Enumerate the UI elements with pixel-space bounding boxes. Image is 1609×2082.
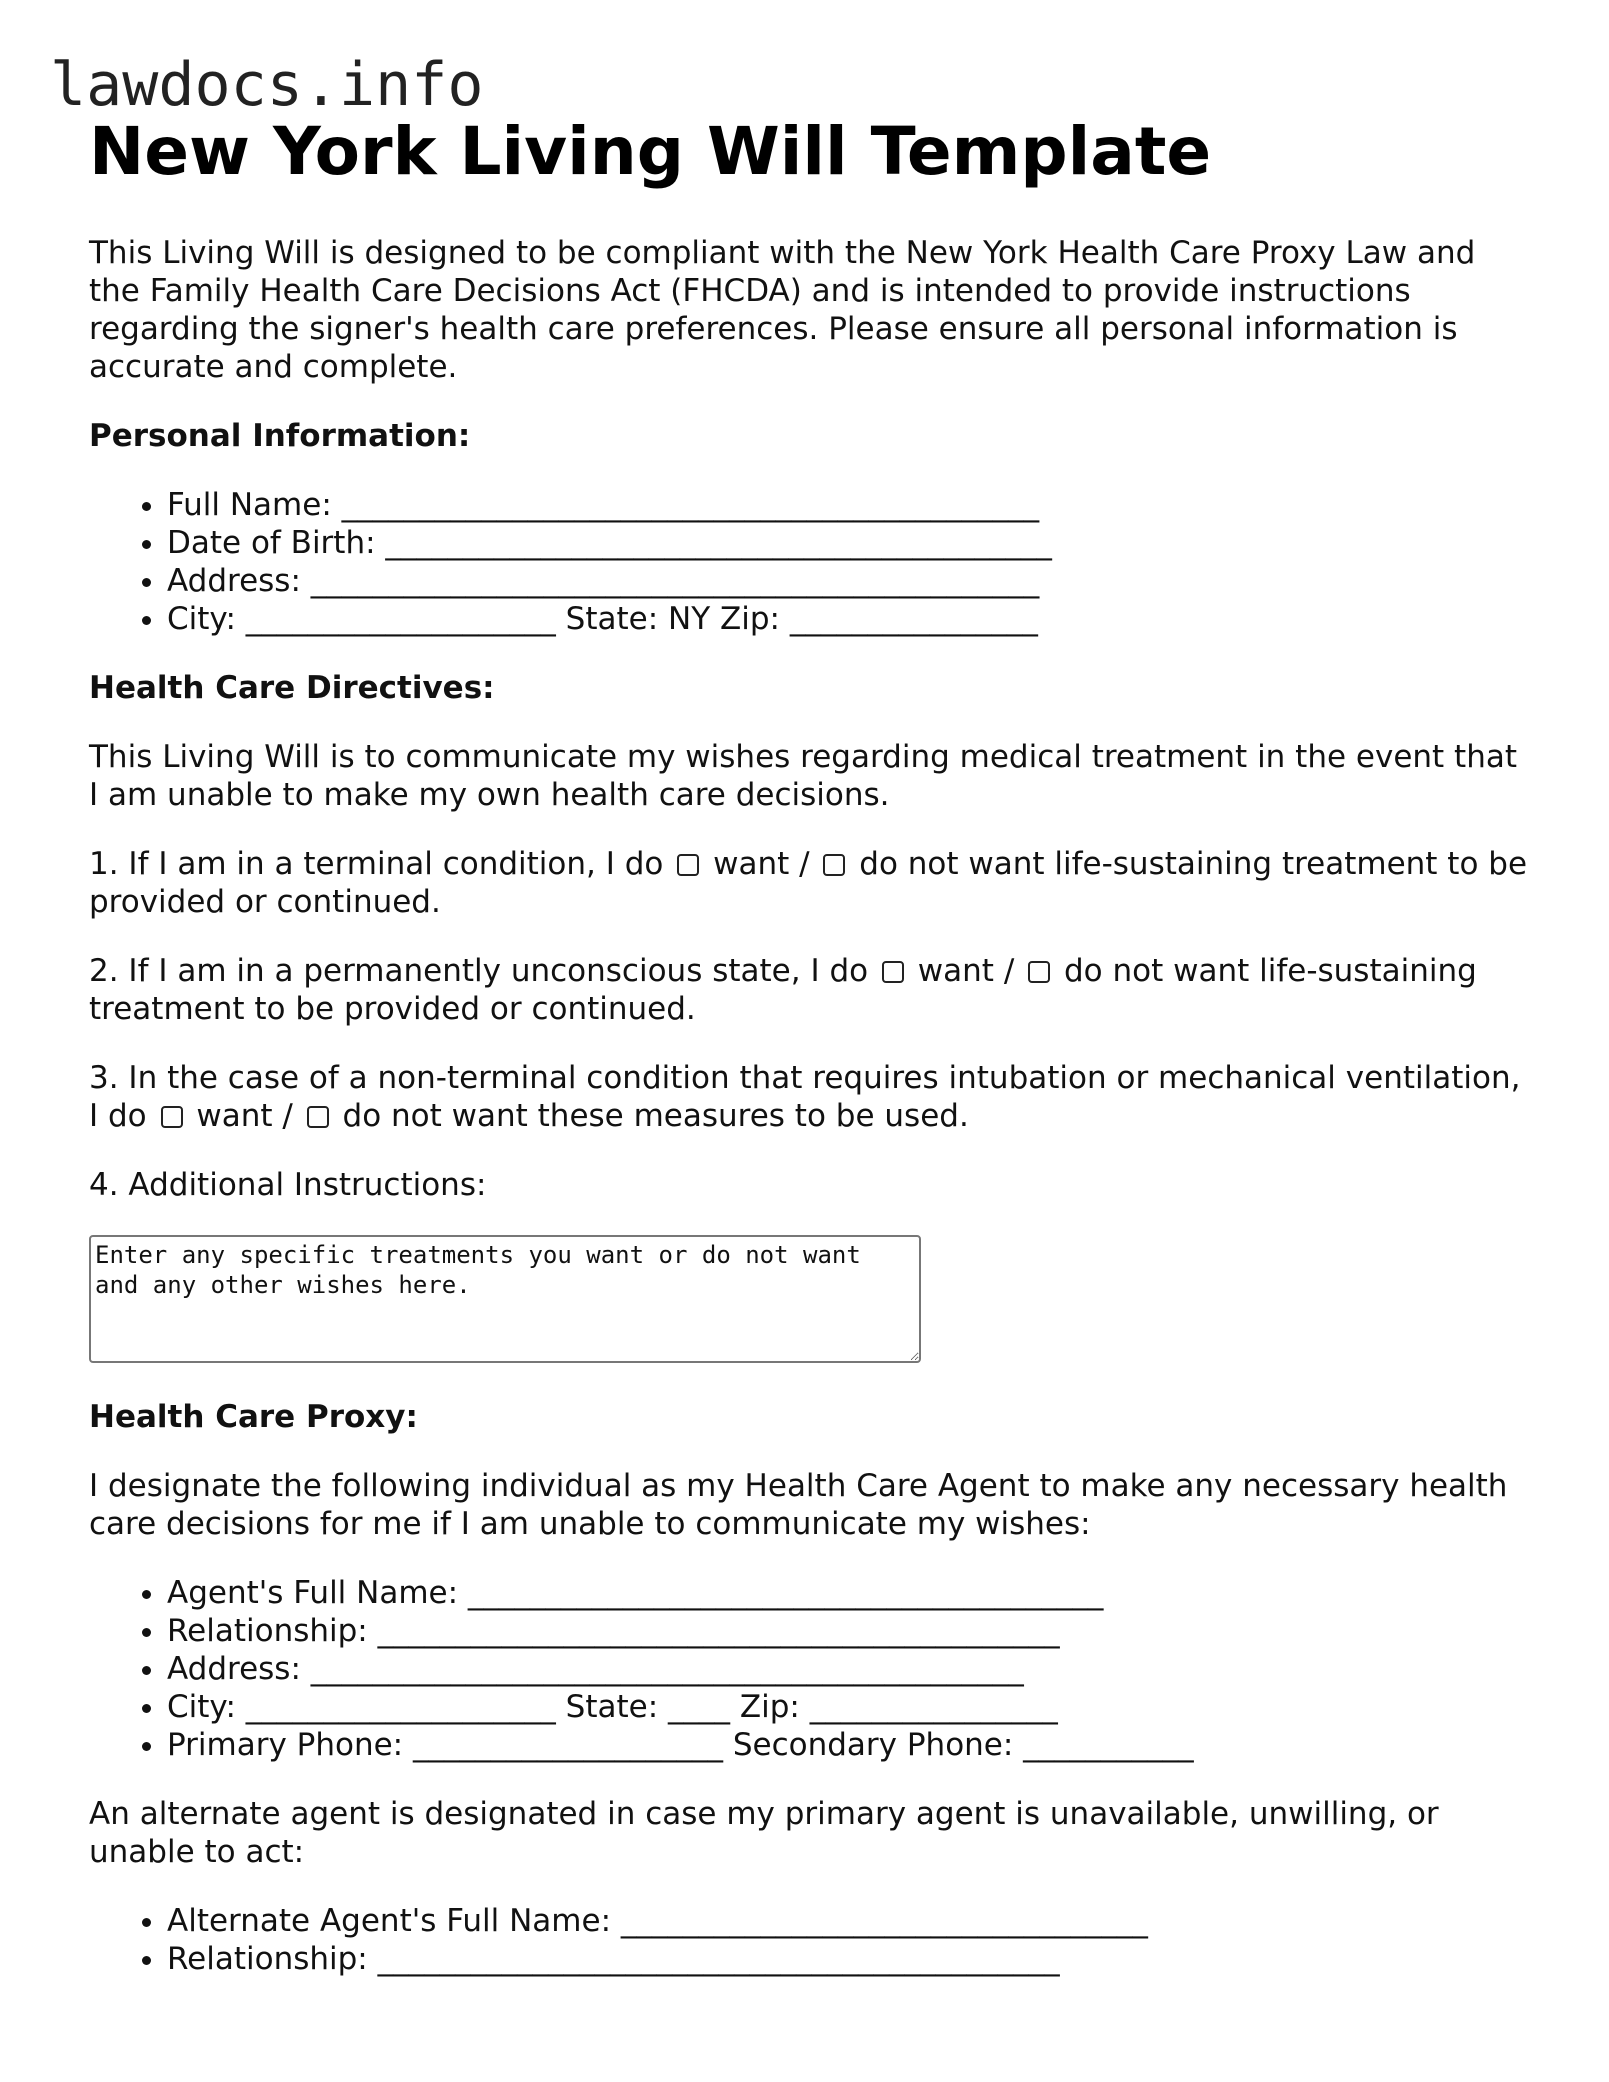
full-name-field <box>167 486 1529 524</box>
agent-name-label: Agent's Full Name: _________________________________________ <box>167 1575 1104 1611</box>
q2-want-checkbox[interactable] <box>882 961 904 983</box>
directives-intro: This Living Will is to communicate my wishes regarding medical treatment in the event that I am unable to make my own health care decisions. <box>89 739 1518 813</box>
proxy-intro: I designate the following individual as my Health Care Agent to make any necessary health care decisions for me if I am unable to communicate my wishes: <box>89 1468 1508 1542</box>
personal-info-list <box>89 486 1529 638</box>
intro-paragraph: This Living Will is designed to be compliant with the New York Health Care Proxy Law and the Family Health Care Decisions Act (FHCDA) and is intended to provide instructions regarding the signer's health care preferences. Please ensure all personal information is accurate and complete. <box>89 235 1476 385</box>
dob-field <box>167 524 1529 562</box>
q1-text-c: do not want life-sustaining treatment to be provided or continued. <box>89 846 1528 920</box>
agent-relationship-label: Relationship: ____________________________________________ <box>167 1613 1060 1649</box>
q2-text-a: 2. If I am in a permanently unconscious state, I do <box>89 953 878 989</box>
alt-agent-name-label: Alternate Agent's Full Name: __________________________________ <box>167 1903 1148 1939</box>
q1-text-a: 1. If I am in a terminal condition, I do <box>89 846 674 882</box>
agent-city-field <box>167 1688 1529 1726</box>
q3-text-b: want / <box>186 1098 303 1134</box>
q3-text-a: 3. In the case of a non-terminal condition that requires intubation or mechanical ventilation, I do <box>89 1060 1521 1134</box>
agent-city-label: City: ____________________ State: ____ Zip: ________________ <box>167 1689 1058 1725</box>
address-field <box>167 562 1529 600</box>
additional-instructions-textarea[interactable] <box>89 1235 921 1363</box>
document-body <box>89 112 1529 1978</box>
q1-text-b: want / <box>703 846 820 882</box>
dob-label: Date of Birth: ___________________________________________ <box>167 525 1052 561</box>
agent-name-field <box>167 1574 1529 1612</box>
agent-phone-field <box>167 1726 1529 1764</box>
city-state-zip-label: City: ____________________ State: NY Zip: ________________ <box>167 601 1038 637</box>
directive-question-4: 4. Additional Instructions: <box>89 1167 487 1203</box>
full-name-label: Full Name: _____________________________________________ <box>167 487 1040 523</box>
q3-text-c: do not want these measures to be used. <box>332 1098 969 1134</box>
directive-question-2 <box>89 952 1529 1028</box>
alt-agent-relationship-field <box>167 1940 1529 1978</box>
city-state-zip-field <box>167 600 1529 638</box>
proxy-heading: Health Care Proxy: <box>89 1399 418 1435</box>
site-brand: lawdocs.info <box>50 50 484 120</box>
page-title: New York Living Will Template <box>89 113 1212 190</box>
directive-question-3 <box>89 1059 1529 1135</box>
q1-want-checkbox[interactable] <box>677 854 699 876</box>
directives-heading: Health Care Directives: <box>89 670 495 706</box>
alternate-agent-intro: An alternate agent is designated in case my primary agent is unavailable, unwilling, or unable to act: <box>89 1796 1439 1870</box>
alt-agent-relationship-label: Relationship: ____________________________________________ <box>167 1941 1060 1977</box>
alternate-agent-list <box>89 1902 1529 1978</box>
agent-phone-label: Primary Phone: ____________________ Secondary Phone: ___________ <box>167 1727 1194 1763</box>
agent-relationship-field <box>167 1612 1529 1650</box>
directive-question-1 <box>89 845 1529 921</box>
personal-info-heading: Personal Information: <box>89 418 471 454</box>
q2-do-not-want-checkbox[interactable] <box>1028 961 1050 983</box>
q2-text-c: do not want life-sustaining treatment to be provided or continued. <box>89 953 1477 1027</box>
additional-instructions-wrapper <box>89 1235 1529 1367</box>
address-label: Address: _______________________________________________ <box>167 563 1040 599</box>
agent-address-field <box>167 1650 1529 1688</box>
alt-agent-name-field <box>167 1902 1529 1940</box>
proxy-list <box>89 1574 1529 1764</box>
q2-text-b: want / <box>907 953 1025 989</box>
q3-want-checkbox[interactable] <box>161 1106 183 1128</box>
q1-do-not-want-checkbox[interactable] <box>823 854 845 876</box>
agent-address-label: Address: ______________________________________________ <box>167 1651 1024 1687</box>
q3-do-not-want-checkbox[interactable] <box>307 1106 329 1128</box>
